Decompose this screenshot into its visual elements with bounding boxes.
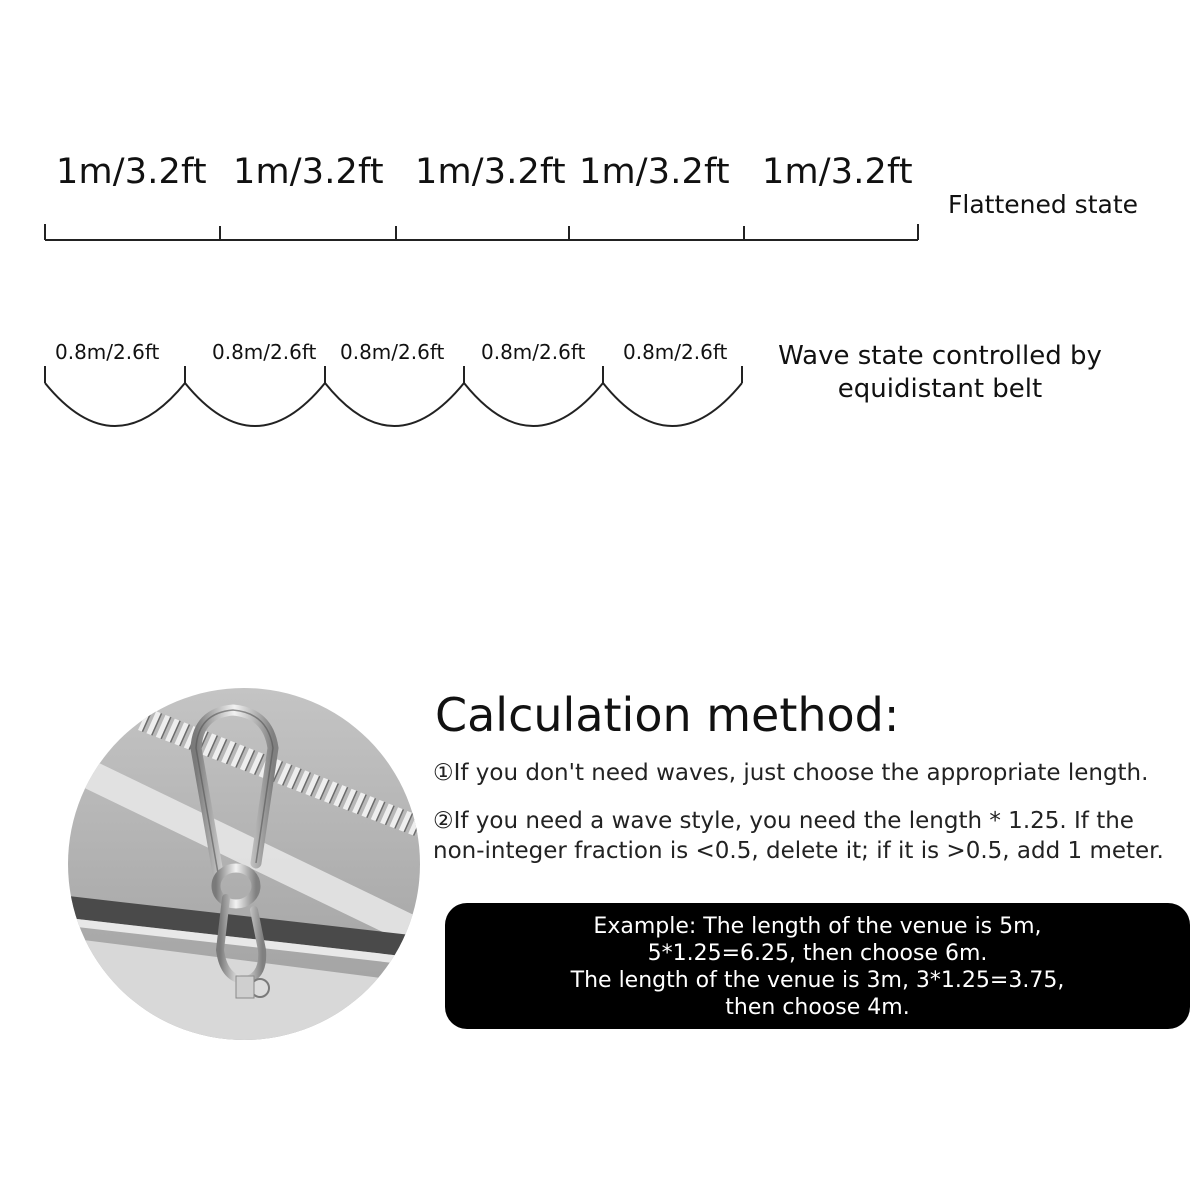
carabiner-hook-illustration	[68, 688, 420, 1040]
measurement-diagram	[0, 0, 1200, 520]
flat-segment-label-5: 1m/3.2ft	[762, 152, 913, 192]
flat-segment-label-4: 1m/3.2ft	[579, 152, 730, 192]
wave-state-caption: Wave state controlled by equidistant belt	[778, 341, 1102, 404]
flat-segment-label-1: 1m/3.2ft	[56, 152, 207, 192]
example-box	[445, 903, 1190, 1029]
wave-segment-label-4: 0.8m/2.6ft	[481, 340, 586, 364]
wave-arc	[603, 383, 742, 426]
rule-no-waves: ①If you don't need waves, just choose the appropriate length.	[433, 760, 1149, 786]
wave-arc	[45, 383, 185, 426]
wave-segment-label-5: 0.8m/2.6ft	[623, 340, 728, 364]
flat-segment-label-3: 1m/3.2ft	[415, 152, 566, 192]
flat-segment-label-2: 1m/3.2ft	[233, 152, 384, 192]
example-line-1: Example: The length of the venue is 5m,	[593, 914, 1042, 939]
calculation-method-title: Calculation method:	[435, 688, 900, 742]
example-line-3: The length of the venue is 3m, 3*1.25=3.75,	[570, 968, 1065, 993]
wave-segment-label-1: 0.8m/2.6ft	[55, 340, 160, 364]
example-line-4: then choose 4m.	[725, 995, 910, 1020]
rule-wave-style: ②If you need a wave style, you need the length * 1.25. If the non-integer fraction is <0.5, delete it; if it is >0.5, add 1 meter.	[433, 808, 1164, 864]
flattened-state-caption: Flattened state	[948, 190, 1139, 219]
example-line-2: 5*1.25=6.25, then choose 6m.	[647, 941, 988, 966]
wave-segment-label-3: 0.8m/2.6ft	[340, 340, 445, 364]
wave-arc	[464, 383, 603, 426]
wave-segment-label-2: 0.8m/2.6ft	[212, 340, 317, 364]
wave-arc	[325, 383, 464, 426]
wave-arc	[185, 383, 325, 426]
